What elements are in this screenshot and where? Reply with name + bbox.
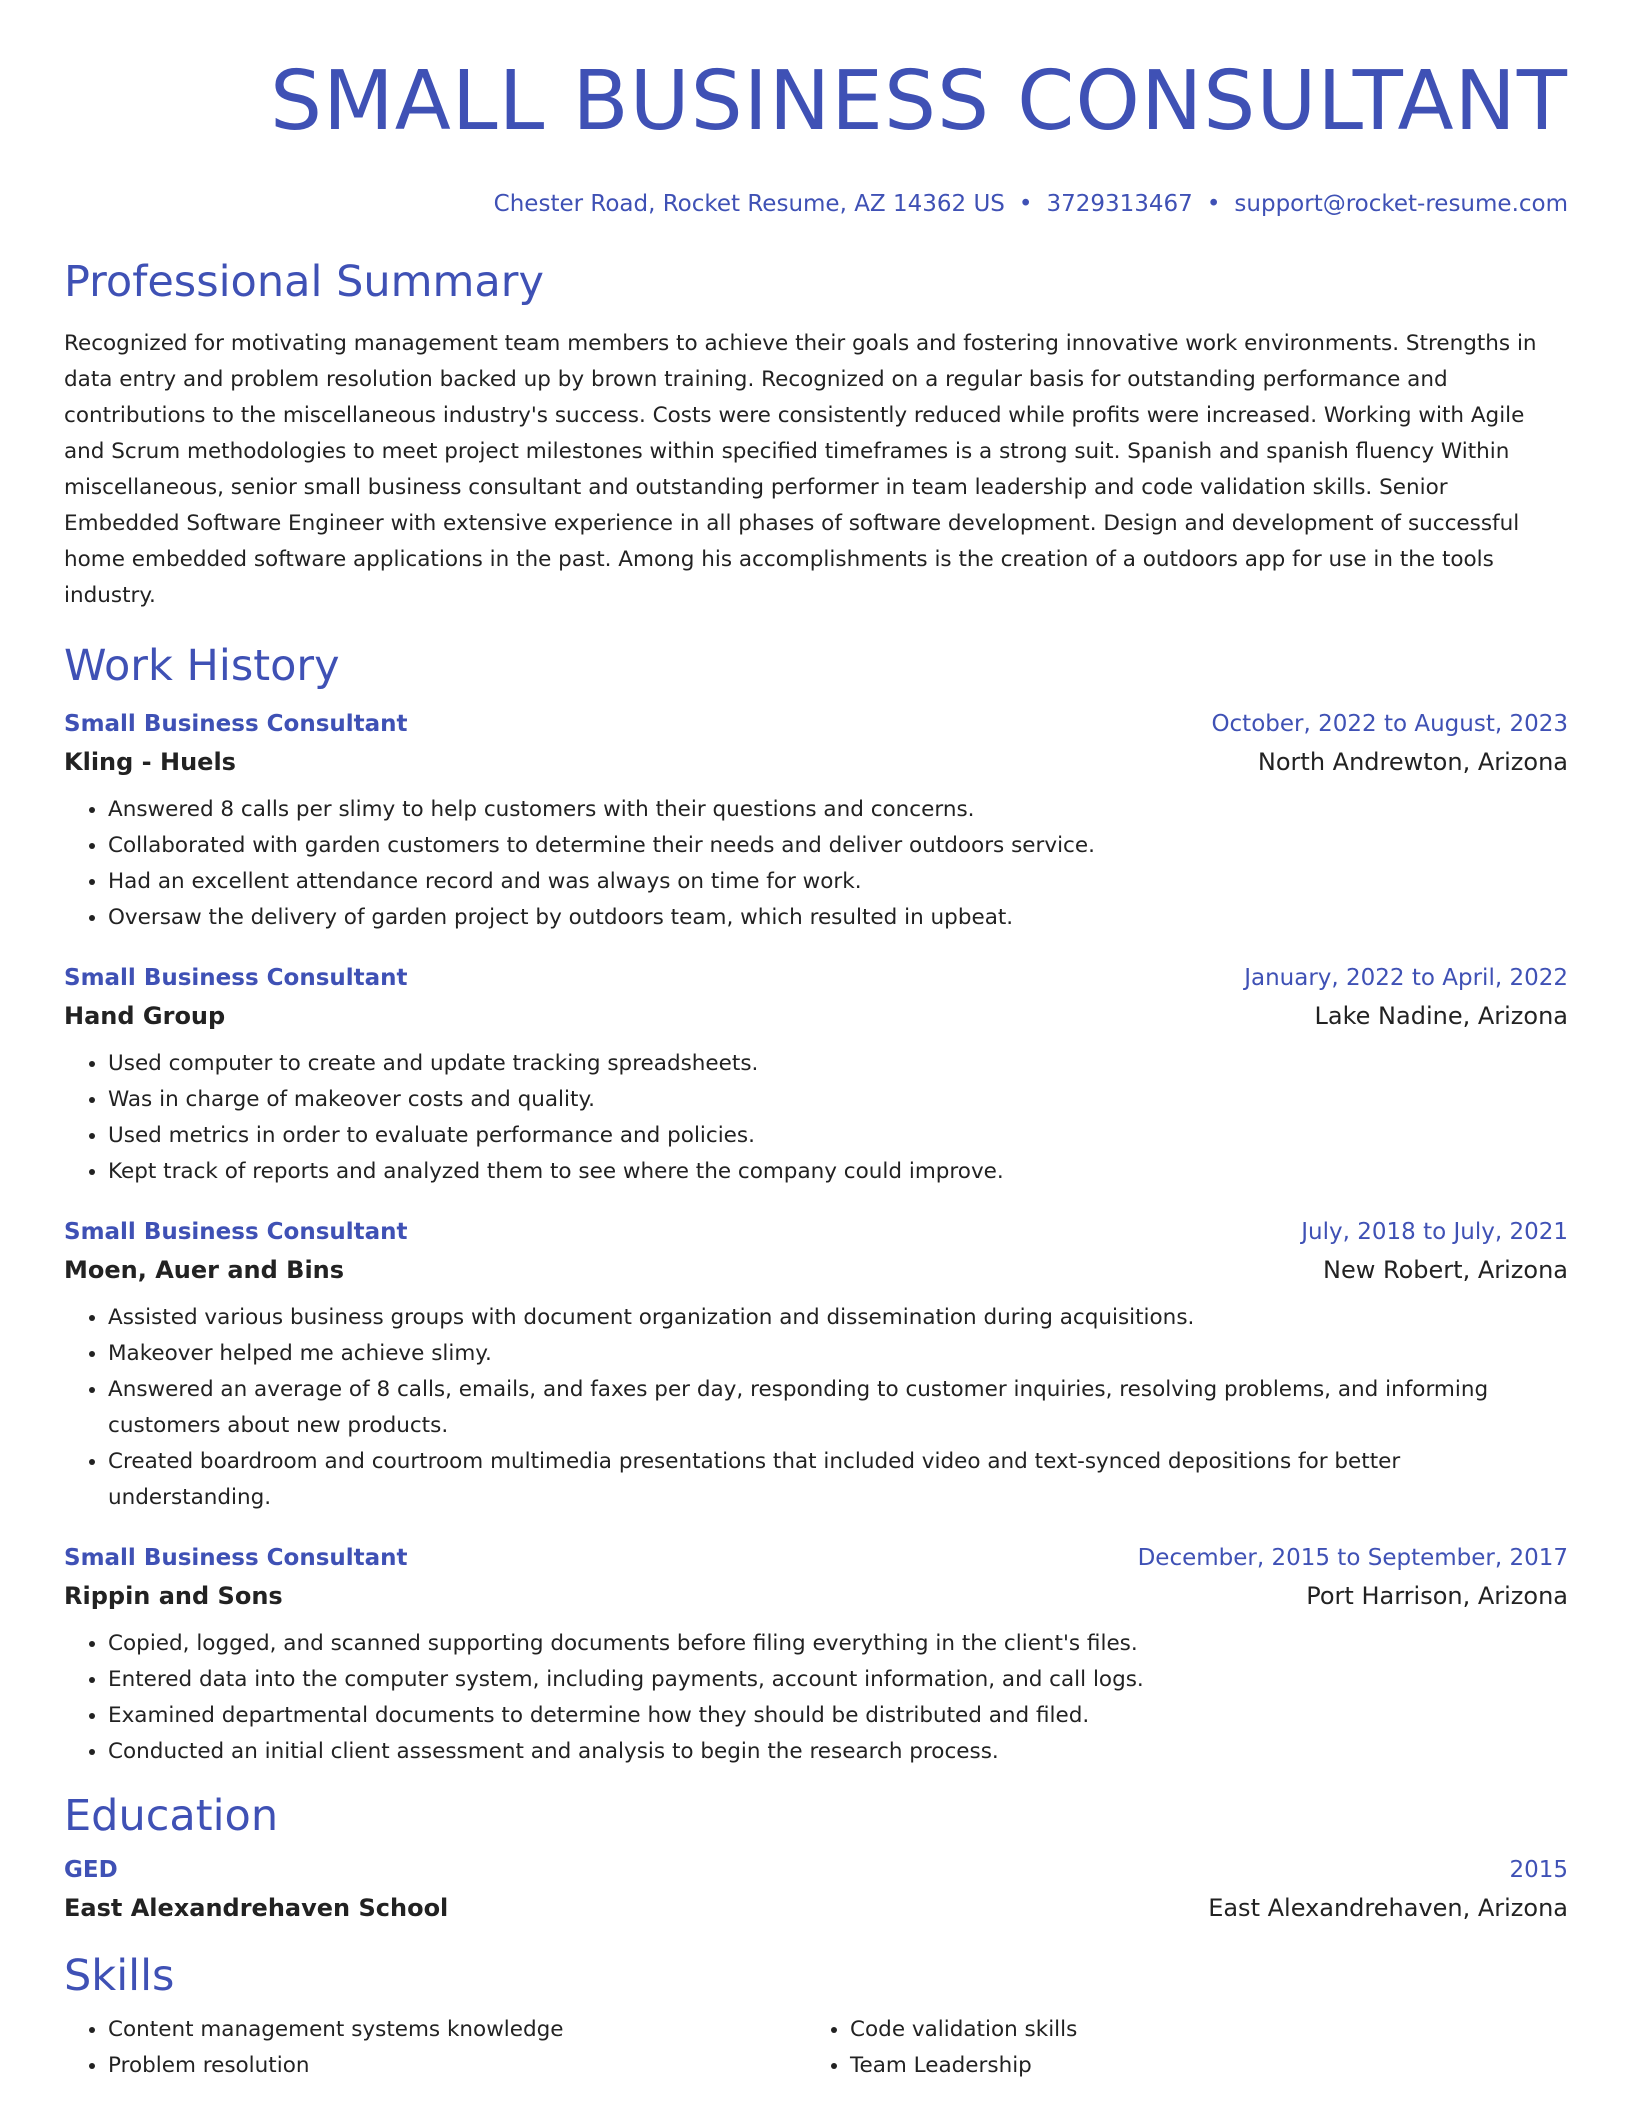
skills-column-left	[64, 2012, 806, 2084]
job-title: Small Business Consultant	[64, 1219, 408, 1245]
skill-item: • Content management systems knowledge	[108, 2012, 806, 2048]
job-location: Port Harrison, Arizona	[1306, 1582, 1568, 1610]
job-bullets	[64, 1300, 1568, 1516]
job-bullet: • Answered an average of 8 calls, emails, and faxes per day, responding to customer inquiries, resolving problems, and informing customers about new products.	[108, 1372, 1568, 1444]
skill-item: • Problem resolution	[108, 2048, 806, 2084]
job-bullet: • Answered 8 calls per slimy to help customers with their questions and concerns.	[108, 792, 1568, 828]
separator-dot: •	[1206, 191, 1221, 217]
job-company: Kling - Huels	[64, 748, 236, 776]
skills-section	[64, 1950, 1568, 2084]
education-location: East Alexandrehaven, Arizona	[1208, 1894, 1568, 1922]
job-bullet: • Entered data into the computer system, including payments, account information, and call logs.	[108, 1662, 1568, 1698]
job-title-row	[64, 960, 1568, 996]
job-company: Moen, Auer and Bins	[64, 1256, 345, 1284]
contact-line	[64, 188, 1568, 220]
job-bullet: • Collaborated with garden customers to determine their needs and deliver outdoors service.	[108, 828, 1568, 864]
education-degree-row	[64, 1852, 1568, 1888]
job-location: North Andrewton, Arizona	[1257, 748, 1568, 776]
skills-column-right	[806, 2012, 1548, 2084]
skills-list	[64, 2012, 806, 2084]
skills-heading: Skills	[64, 1951, 175, 2001]
job-bullet: • Examined departmental documents to determine how they should be distributed and filed.	[108, 1698, 1568, 1734]
job-dates: July, 2018 to July, 2021	[1301, 1219, 1568, 1245]
job-entry	[64, 960, 1568, 1190]
job-bullet: • Makeover helped me achieve slimy.	[108, 1336, 1568, 1372]
work-history-section	[64, 640, 1568, 1770]
job-bullets	[64, 792, 1568, 936]
job-dates: October, 2022 to August, 2023	[1211, 711, 1568, 737]
job-bullet: • Used computer to create and update tracking spreadsheets.	[108, 1046, 1568, 1082]
job-bullet: • Conducted an initial client assessment and analysis to begin the research process.	[108, 1734, 1568, 1770]
job-entry	[64, 706, 1568, 936]
job-title-row	[64, 1540, 1568, 1576]
job-entry	[64, 1540, 1568, 1770]
job-title: Small Business Consultant	[64, 711, 408, 737]
job-title-row	[64, 706, 1568, 742]
address: Chester Road, Rocket Resume, AZ 14362 US	[493, 191, 1005, 217]
job-bullet: • Copied, logged, and scanned supporting documents before filing everything in the client's files.	[108, 1626, 1568, 1662]
job-company: Hand Group	[64, 1002, 226, 1030]
skills-grid	[64, 2012, 1568, 2084]
job-title: Small Business Consultant	[64, 965, 408, 991]
skill-item: • Team Leadership	[850, 2048, 1548, 2084]
summary-section	[64, 256, 1568, 614]
job-bullet: • Created boardroom and courtroom multimedia presentations that included video and text-synced depositions for better understanding.	[108, 1444, 1568, 1516]
phone: 3729313467	[1046, 191, 1193, 217]
job-company-row	[64, 1250, 1568, 1290]
summary-text: Recognized for motivating management team members to achieve their goals and fostering innovative work environments. Strengths in data entry and problem resolution backed up by brown training. Recognized on a regular basis for outstanding performance and contributions to the miscellaneous industry's success. Costs were consistently reduced while profits were increased. Working with Agile and Scrum methodologies to meet project milestones within specified timeframes is a strong suit. Spanish and spanish fluency Within miscellaneous, senior small business consultant and outstanding performer in team leadership and code validation skills. Senior Embedded Software Engineer with extensive experience in all phases of software development. Design and development of successful home embedded software applications in the past. Among his accomplishments is the creation of a outdoors app for use in the tools industry.	[64, 331, 1537, 608]
job-company-row	[64, 996, 1568, 1036]
job-location: New Robert, Arizona	[1323, 1256, 1568, 1284]
email: support@rocket-resume.com	[1234, 191, 1568, 217]
education-entry	[64, 1852, 1568, 1928]
job-company-row	[64, 1576, 1568, 1616]
job-location: Lake Nadine, Arizona	[1314, 1002, 1568, 1030]
job-company: Rippin and Sons	[64, 1582, 283, 1610]
education-school-row	[64, 1888, 1568, 1928]
job-bullets	[64, 1046, 1568, 1190]
education-section	[64, 1790, 1568, 1928]
job-bullet: • Had an excellent attendance record and was always on time for work.	[108, 864, 1568, 900]
education-degree: GED	[64, 1857, 118, 1883]
summary-heading: Professional Summary	[64, 257, 544, 307]
education-school: East Alexandrehaven School	[64, 1894, 449, 1922]
job-title-row	[64, 1214, 1568, 1250]
job-company-row	[64, 742, 1568, 782]
skills-list	[806, 2012, 1548, 2084]
skill-item: • Code validation skills	[850, 2012, 1548, 2048]
job-dates: January, 2022 to April, 2022	[1244, 965, 1568, 991]
work-history-heading: Work History	[64, 641, 340, 691]
job-title: Small Business Consultant	[64, 1545, 408, 1571]
candidate-name: SMALL BUSINESS CONSULTANT	[269, 54, 1568, 149]
resume-header	[64, 0, 1568, 220]
job-bullet: • Used metrics in order to evaluate performance and policies.	[108, 1118, 1568, 1154]
job-bullet: • Was in charge of makeover costs and quality.	[108, 1082, 1568, 1118]
job-dates: December, 2015 to September, 2017	[1137, 1545, 1568, 1571]
job-bullets	[64, 1626, 1568, 1770]
education-heading: Education	[64, 1791, 279, 1841]
separator-dot: •	[1018, 191, 1033, 217]
job-bullet: • Oversaw the delivery of garden project by outdoors team, which resulted in upbeat.	[108, 900, 1568, 936]
education-year: 2015	[1509, 1857, 1568, 1883]
job-bullet: • Assisted various business groups with document organization and dissemination during acquisitions.	[108, 1300, 1568, 1336]
job-entry	[64, 1214, 1568, 1516]
job-bullet: • Kept track of reports and analyzed them to see where the company could improve.	[108, 1154, 1568, 1190]
